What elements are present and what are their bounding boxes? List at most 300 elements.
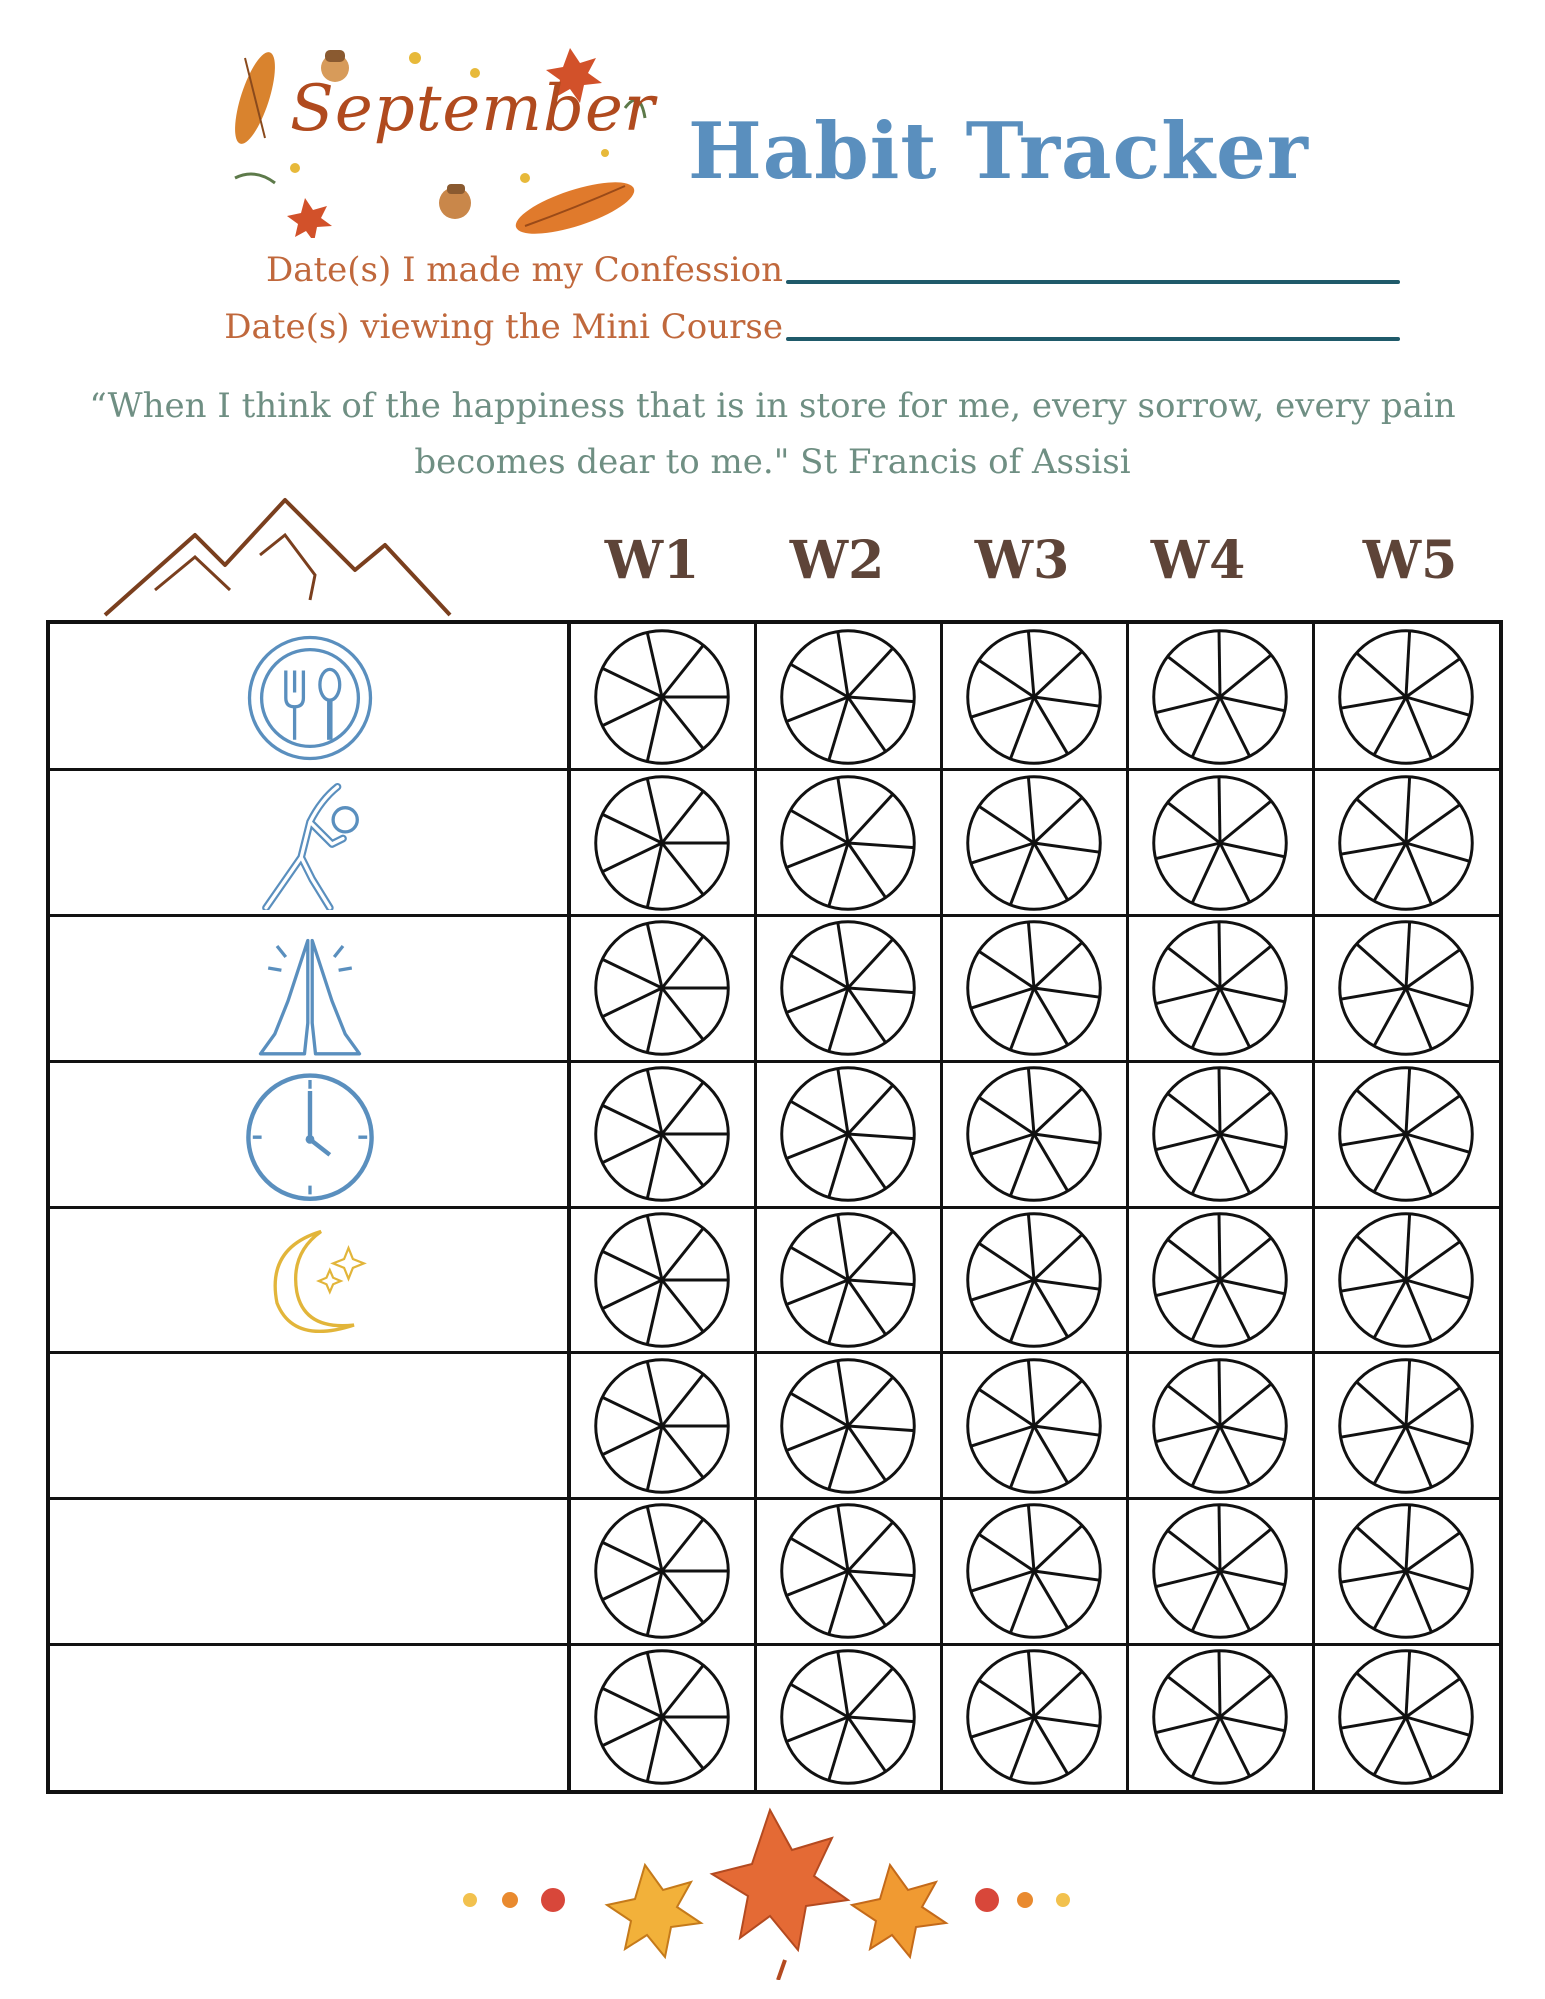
- quote-line-2: becomes dear to me." St Francis of Assisi: [414, 442, 1131, 482]
- wheel-segment-line: [1028, 922, 1034, 988]
- wheel-segment-line: [1406, 1134, 1431, 1195]
- wheel-segment-line: [1028, 777, 1034, 843]
- wheel-segment-line: [1034, 1426, 1100, 1435]
- wheel-segment-line: [971, 988, 1034, 1008]
- wheel-segment-line: [786, 697, 848, 722]
- month-title: September: [290, 72, 656, 146]
- wheel-segment-line: [1034, 988, 1068, 1045]
- wheel-segment-line: [848, 1280, 914, 1285]
- wheel-segment-line: [1406, 1280, 1431, 1341]
- wheel-segment-line: [1220, 988, 1285, 1002]
- wheel-segment-line: [790, 1684, 848, 1717]
- wheel-segment-line: [1341, 1134, 1406, 1145]
- wheel-segment-line: [602, 1105, 662, 1134]
- mini-course-date-field[interactable]: [0, 307, 1545, 357]
- wheel-segment-line: [829, 1571, 848, 1634]
- habit-wheel-row4-w1[interactable]: [591, 1063, 733, 1205]
- wheel-segment-line: [786, 1717, 848, 1742]
- wheel-segment-line: [602, 960, 662, 989]
- wheel-segment-line: [848, 1717, 886, 1772]
- wheel-segment-line: [829, 697, 848, 760]
- wheel-segment-line: [1034, 697, 1100, 706]
- wheel-segment-line: [786, 1134, 848, 1159]
- habit-wheel-row7-w5[interactable]: [1335, 1500, 1477, 1642]
- wheel-segment-line: [971, 1280, 1034, 1300]
- wheel-segment-line: [1374, 843, 1406, 901]
- week-header-5: W5: [1362, 530, 1458, 591]
- wheel-segment-line: [602, 1280, 662, 1309]
- wheel-segment-line: [848, 697, 914, 702]
- wheel-segment-line: [1341, 1280, 1406, 1291]
- wheel-segment-line: [1168, 656, 1220, 697]
- wheel-segment-line: [1192, 988, 1220, 1048]
- habit-wheel-row6-w5[interactable]: [1335, 1355, 1477, 1497]
- habit-wheel-row3-w5[interactable]: [1335, 917, 1477, 1059]
- habit-wheel-row2-w3[interactable]: [963, 772, 1105, 914]
- wheel-segment-line: [1220, 697, 1250, 756]
- wheel-segment-line: [1192, 843, 1220, 903]
- habit-wheel-row5-w5[interactable]: [1335, 1209, 1477, 1351]
- wheel-segment-line: [1034, 988, 1100, 997]
- wheel-segment-line: [838, 777, 848, 842]
- wheel-segment-line: [1034, 1134, 1068, 1191]
- wheel-segment-line: [790, 1539, 848, 1572]
- habit-wheel-row5-w4[interactable]: [1149, 1209, 1291, 1351]
- wheel-segment-line: [1010, 1426, 1034, 1488]
- stretching-figure-icon: [244, 778, 376, 910]
- wheel-segment-line: [971, 1717, 1034, 1737]
- wheel-segment-line: [1357, 1673, 1406, 1717]
- habit-wheel-row8-w5[interactable]: [1335, 1646, 1477, 1788]
- wheel-segment-line: [1010, 1280, 1034, 1342]
- plate-utensils-icon: [244, 632, 376, 764]
- wheel-segment-line: [829, 1280, 848, 1343]
- wheel-segment-line: [602, 988, 662, 1017]
- wheel-segment-line: [838, 1360, 848, 1425]
- wheel-segment-line: [848, 1668, 893, 1717]
- wheel-segment-line: [602, 1688, 662, 1717]
- wheel-segment-line: [1374, 1426, 1406, 1484]
- wheel-segment-line: [979, 1535, 1034, 1572]
- wheel-segment-line: [1010, 1134, 1034, 1196]
- wheel-segment-line: [1219, 922, 1220, 988]
- wheel-segment-line: [790, 1393, 848, 1426]
- wheel-segment-line: [790, 1101, 848, 1134]
- wheel-segment-line: [848, 1377, 893, 1426]
- wheel-segment-line: [1406, 1214, 1410, 1280]
- wheel-segment-line: [647, 697, 662, 762]
- wheel-segment-line: [1168, 1531, 1220, 1572]
- clock-icon: [244, 1069, 376, 1201]
- wheel-segment-line: [662, 1665, 703, 1717]
- wheel-segment-line: [1219, 1359, 1220, 1425]
- wheel-segment-line: [1406, 1068, 1410, 1134]
- wheel-segment-line: [1406, 1679, 1460, 1717]
- wheel-segment-line: [1192, 1426, 1220, 1486]
- wheel-segment-line: [1406, 776, 1410, 842]
- wheel-segment-line: [1219, 1068, 1220, 1134]
- wheel-segment-line: [662, 1426, 703, 1478]
- wheel-segment-line: [1406, 631, 1410, 697]
- week-header-2: W2: [789, 530, 885, 591]
- wheel-segment-line: [1034, 1280, 1100, 1289]
- wheel-segment-line: [1220, 655, 1271, 697]
- wheel-segment-line: [790, 956, 848, 989]
- moon-stars-icon: [244, 1215, 376, 1347]
- wheel-segment-line: [1219, 1214, 1220, 1280]
- wheel-segment-line: [1406, 922, 1410, 988]
- mountain-icon: [100, 495, 460, 620]
- wheel-segment-line: [786, 843, 848, 868]
- wheel-segment-line: [647, 924, 662, 989]
- wheel-segment-line: [1028, 1360, 1034, 1426]
- praying-hands-icon: [244, 924, 376, 1056]
- wheel-segment-line: [1406, 1717, 1431, 1778]
- habit-wheel-row1-w1[interactable]: [591, 626, 733, 768]
- wheel-segment-line: [1168, 1094, 1220, 1135]
- wheel-segment-line: [1406, 1651, 1410, 1717]
- wheel-segment-line: [848, 1134, 886, 1189]
- wheel-segment-line: [1168, 802, 1220, 843]
- wheel-segment-line: [1010, 1571, 1034, 1633]
- wheel-segment-line: [1156, 1280, 1220, 1296]
- wheel-segment-line: [1010, 843, 1034, 905]
- wheel-segment-line: [1357, 1090, 1406, 1134]
- wheel-segment-line: [1406, 804, 1460, 842]
- wheel-segment-line: [979, 1680, 1034, 1717]
- wheel-segment-line: [838, 631, 848, 696]
- wheel-segment-line: [1374, 697, 1406, 755]
- wheel-segment-line: [1034, 1672, 1082, 1718]
- wheel-segment-line: [1028, 1505, 1034, 1571]
- wheel-segment-line: [979, 952, 1034, 989]
- wheel-segment-line: [1219, 631, 1220, 697]
- wheel-segment-line: [848, 794, 893, 843]
- wheel-segment-line: [829, 843, 848, 906]
- wheel-segment-line: [1406, 1096, 1460, 1134]
- wheel-segment-line: [1220, 1280, 1285, 1294]
- habit-wheel-row6-w3[interactable]: [963, 1355, 1105, 1497]
- wheel-segment-line: [1220, 1134, 1250, 1193]
- wheel-segment-line: [786, 1571, 848, 1596]
- wheel-segment-line: [1406, 658, 1460, 696]
- wheel-segment-line: [1374, 1134, 1406, 1192]
- wheel-segment-line: [848, 1571, 914, 1576]
- habit-wheel-row3-w4[interactable]: [1149, 917, 1291, 1059]
- wheel-segment-line: [1034, 651, 1082, 697]
- wheel-segment-line: [1028, 1214, 1034, 1280]
- wheel-segment-line: [1156, 1717, 1220, 1733]
- wheel-segment-line: [1220, 1717, 1250, 1776]
- wheel-segment-line: [786, 988, 848, 1013]
- wheel-segment-line: [848, 988, 914, 993]
- wheel-segment-line: [1220, 1238, 1271, 1280]
- wheel-segment-line: [647, 988, 662, 1053]
- wheel-segment-line: [848, 1426, 886, 1481]
- wheel-segment-line: [1028, 1651, 1034, 1717]
- week-header-4: W4: [1150, 530, 1246, 591]
- quote-line-1: “When I think of the happiness that is in store for me, every sorrow, every pain: [89, 386, 1456, 426]
- habit-wheel-row3-w3[interactable]: [963, 917, 1105, 1059]
- wheel-segment-line: [1034, 1571, 1068, 1628]
- mini-course-date-line[interactable]: [786, 337, 1400, 341]
- wheel-segment-line: [1010, 988, 1034, 1050]
- wheel-segment-line: [1010, 1717, 1034, 1779]
- wheel-segment-line: [1192, 1134, 1220, 1194]
- wheel-segment-line: [647, 1280, 662, 1345]
- wheel-segment-line: [602, 1426, 662, 1455]
- wheel-segment-line: [602, 1543, 662, 1572]
- wheel-segment-line: [1406, 1241, 1460, 1279]
- wheel-segment-line: [1034, 797, 1082, 843]
- habit-wheel-row6-w1[interactable]: [591, 1355, 733, 1497]
- habit-wheel-row5-w1[interactable]: [591, 1209, 733, 1351]
- wheel-segment-line: [602, 1251, 662, 1280]
- wheel-segment-line: [662, 697, 703, 749]
- habit-wheel-row7-w2[interactable]: [777, 1500, 919, 1642]
- habit-wheel-row8-w1[interactable]: [591, 1646, 733, 1788]
- wheel-segment-line: [838, 1506, 848, 1571]
- wheel-segment-line: [1192, 1717, 1220, 1777]
- wheel-segment-line: [848, 648, 893, 697]
- wheel-segment-line: [979, 1389, 1034, 1426]
- wheel-segment-line: [1034, 697, 1068, 754]
- wheel-segment-line: [971, 1426, 1034, 1446]
- wheel-segment-line: [1406, 1426, 1470, 1444]
- wheel-segment-line: [1034, 1134, 1100, 1143]
- wheel-segment-line: [848, 1571, 886, 1626]
- wheel-segment-line: [848, 1717, 914, 1722]
- wheel-segment-line: [1156, 843, 1220, 859]
- column-divider: [1126, 624, 1129, 1790]
- wheel-segment-line: [786, 1426, 848, 1451]
- wheel-segment-line: [647, 1426, 662, 1491]
- wheel-segment-line: [1357, 944, 1406, 988]
- wheel-segment-line: [1156, 1571, 1220, 1587]
- wheel-segment-line: [647, 1507, 662, 1572]
- wheel-segment-line: [1220, 843, 1250, 902]
- wheel-segment-line: [848, 843, 914, 848]
- wheel-segment-line: [662, 1571, 703, 1623]
- habit-wheel-row4-w3[interactable]: [963, 1063, 1105, 1205]
- wheel-segment-line: [1374, 988, 1406, 1046]
- wheel-segment-line: [662, 937, 703, 989]
- habit-wheel-row4-w5[interactable]: [1335, 1063, 1477, 1205]
- wheel-segment-line: [848, 1085, 893, 1134]
- confession-date-field[interactable]: [0, 250, 1545, 300]
- habit-wheel-row8-w3[interactable]: [963, 1646, 1105, 1788]
- habit-wheel-row1-w4[interactable]: [1149, 626, 1291, 768]
- habit-wheel-row1-w3[interactable]: [963, 626, 1105, 768]
- column-divider: [754, 624, 757, 1790]
- wheel-segment-line: [1219, 776, 1220, 842]
- wheel-segment-line: [1219, 1651, 1220, 1717]
- wheel-segment-line: [1156, 697, 1220, 713]
- wheel-segment-line: [1374, 1280, 1406, 1338]
- wheel-segment-line: [848, 940, 893, 989]
- wheel-segment-line: [848, 1231, 893, 1280]
- wheel-segment-line: [848, 697, 886, 752]
- mini-course-date-label: Date(s) viewing the Mini Course: [224, 307, 783, 347]
- wheel-segment-line: [662, 645, 703, 697]
- wheel-segment-line: [971, 697, 1034, 717]
- wheel-segment-line: [1192, 1571, 1220, 1631]
- wheel-segment-line: [1220, 1529, 1271, 1571]
- wheel-segment-line: [647, 1215, 662, 1280]
- wheel-segment-line: [1220, 1092, 1271, 1134]
- wheel-segment-line: [971, 1134, 1034, 1154]
- wheel-segment-line: [647, 778, 662, 843]
- habit-wheel-row2-w4[interactable]: [1149, 772, 1291, 914]
- wheel-segment-line: [1034, 1234, 1082, 1280]
- habit-wheel-row1-w5[interactable]: [1335, 626, 1477, 768]
- habit-wheel-row8-w4[interactable]: [1149, 1646, 1291, 1788]
- wheel-segment-line: [848, 1426, 914, 1431]
- wheel-segment-line: [829, 1426, 848, 1489]
- wheel-segment-line: [1220, 843, 1285, 857]
- wheel-segment-line: [1034, 1426, 1068, 1483]
- habit-wheel-row6-w2[interactable]: [777, 1355, 919, 1497]
- wheel-segment-line: [1220, 1571, 1285, 1585]
- wheel-segment-line: [1357, 1382, 1406, 1426]
- wheel-segment-line: [647, 1717, 662, 1782]
- wheel-segment-line: [979, 660, 1034, 697]
- habit-wheel-row2-w5[interactable]: [1335, 772, 1477, 914]
- column-divider: [1312, 624, 1315, 1790]
- wheel-segment-line: [1406, 1571, 1470, 1589]
- wheel-segment-line: [790, 810, 848, 843]
- habit-wheel-row4-w4[interactable]: [1149, 1063, 1291, 1205]
- wheel-segment-line: [662, 1228, 703, 1280]
- habit-wheel-row5-w3[interactable]: [963, 1209, 1105, 1351]
- wheel-segment-line: [1406, 843, 1431, 904]
- habit-wheel-row2-w2[interactable]: [777, 772, 919, 914]
- wheel-segment-line: [1156, 1134, 1220, 1150]
- wheel-segment-line: [602, 814, 662, 843]
- wheel-segment-line: [1220, 697, 1285, 711]
- wheel-segment-line: [1220, 1571, 1250, 1630]
- wheel-segment-line: [1220, 1426, 1250, 1485]
- habit-wheel-row2-w1[interactable]: [591, 772, 733, 914]
- wheel-segment-line: [979, 806, 1034, 843]
- wheel-segment-line: [647, 843, 662, 908]
- wheel-segment-line: [1192, 1280, 1220, 1340]
- wheel-segment-line: [829, 988, 848, 1051]
- wheel-segment-line: [602, 1397, 662, 1426]
- habit-grid: [46, 620, 1503, 1794]
- habit-wheel-row1-w2[interactable]: [777, 626, 919, 768]
- wheel-segment-line: [602, 1717, 662, 1746]
- wheel-segment-line: [848, 1134, 914, 1139]
- wheel-segment-line: [829, 1134, 848, 1197]
- wheel-segment-line: [1341, 1426, 1406, 1437]
- column-divider: [567, 624, 571, 1790]
- wheel-segment-line: [602, 697, 662, 726]
- wheel-segment-line: [662, 1134, 703, 1186]
- wheel-segment-line: [1406, 1359, 1410, 1425]
- wheel-segment-line: [1034, 1280, 1068, 1337]
- wheel-segment-line: [662, 1374, 703, 1426]
- wheel-segment-line: [979, 1243, 1034, 1280]
- wheel-segment-line: [662, 843, 703, 895]
- wheel-segment-line: [1406, 1387, 1460, 1425]
- habit-wheel-row8-w2[interactable]: [777, 1646, 919, 1788]
- wheel-segment-line: [1220, 801, 1271, 843]
- quote: [40, 378, 1505, 490]
- wheel-segment-line: [1357, 653, 1406, 697]
- footer-leaves-decoration: [460, 1800, 1100, 1980]
- wheel-segment-line: [662, 1280, 703, 1332]
- wheel-segment-line: [662, 988, 703, 1040]
- wheel-segment-line: [1220, 946, 1271, 988]
- wheel-segment-line: [1341, 697, 1406, 708]
- wheel-segment-line: [1156, 988, 1220, 1004]
- wheel-segment-line: [647, 1571, 662, 1636]
- wheel-segment-line: [1034, 843, 1100, 852]
- wheel-segment-line: [848, 1523, 893, 1572]
- wheel-segment-line: [1192, 697, 1220, 757]
- wheel-segment-line: [838, 1069, 848, 1134]
- wheel-segment-line: [1034, 1089, 1082, 1135]
- wheel-segment-line: [1220, 1717, 1285, 1731]
- wheel-segment-line: [1219, 1505, 1220, 1571]
- habit-wheel-row7-w4[interactable]: [1149, 1500, 1291, 1642]
- habit-wheel-row7-w3[interactable]: [963, 1500, 1105, 1642]
- wheel-segment-line: [1010, 697, 1034, 759]
- wheel-segment-line: [1034, 843, 1068, 900]
- wheel-segment-line: [1028, 1068, 1034, 1134]
- wheel-segment-line: [1406, 1533, 1460, 1571]
- wheel-segment-line: [838, 923, 848, 988]
- wheel-segment-line: [848, 843, 886, 898]
- wheel-segment-line: [971, 843, 1034, 863]
- habit-wheel-row5-w2[interactable]: [777, 1209, 919, 1351]
- wheel-segment-line: [1220, 1426, 1285, 1440]
- wheel-segment-line: [647, 1361, 662, 1426]
- wheel-segment-line: [1168, 1677, 1220, 1718]
- wheel-segment-line: [1406, 1717, 1470, 1735]
- wheel-segment-line: [848, 1280, 886, 1335]
- wheel-segment-line: [1034, 1380, 1082, 1426]
- habit-wheel-row3-w2[interactable]: [777, 917, 919, 1059]
- wheel-segment-line: [1406, 988, 1470, 1006]
- habit-wheel-row4-w2[interactable]: [777, 1063, 919, 1205]
- wheel-segment-line: [790, 664, 848, 697]
- wheel-segment-line: [662, 791, 703, 843]
- wheel-segment-line: [1156, 1426, 1220, 1442]
- confession-date-line[interactable]: [786, 280, 1400, 284]
- wheel-segment-line: [1034, 943, 1082, 989]
- wheel-segment-line: [1357, 1236, 1406, 1280]
- wheel-segment-line: [1406, 988, 1431, 1049]
- wheel-segment-line: [1034, 1571, 1100, 1580]
- wheel-segment-line: [1406, 1280, 1470, 1298]
- wheel-segment-line: [647, 1653, 662, 1718]
- wheel-segment-line: [602, 668, 662, 697]
- column-divider: [940, 624, 943, 1790]
- wheel-segment-line: [1168, 1239, 1220, 1280]
- wheel-segment-line: [1406, 1134, 1470, 1152]
- wheel-segment-line: [1357, 1527, 1406, 1571]
- wheel-segment-line: [790, 1247, 848, 1280]
- habit-wheel-row3-w1[interactable]: [591, 917, 733, 1059]
- wheel-segment-line: [1220, 1280, 1250, 1339]
- habit-wheel-row7-w1[interactable]: [591, 1500, 733, 1642]
- wheel-segment-line: [1220, 1134, 1285, 1148]
- habit-wheel-row6-w4[interactable]: [1149, 1355, 1291, 1497]
- wheel-segment-line: [971, 1571, 1034, 1591]
- wheel-segment-line: [1220, 988, 1250, 1047]
